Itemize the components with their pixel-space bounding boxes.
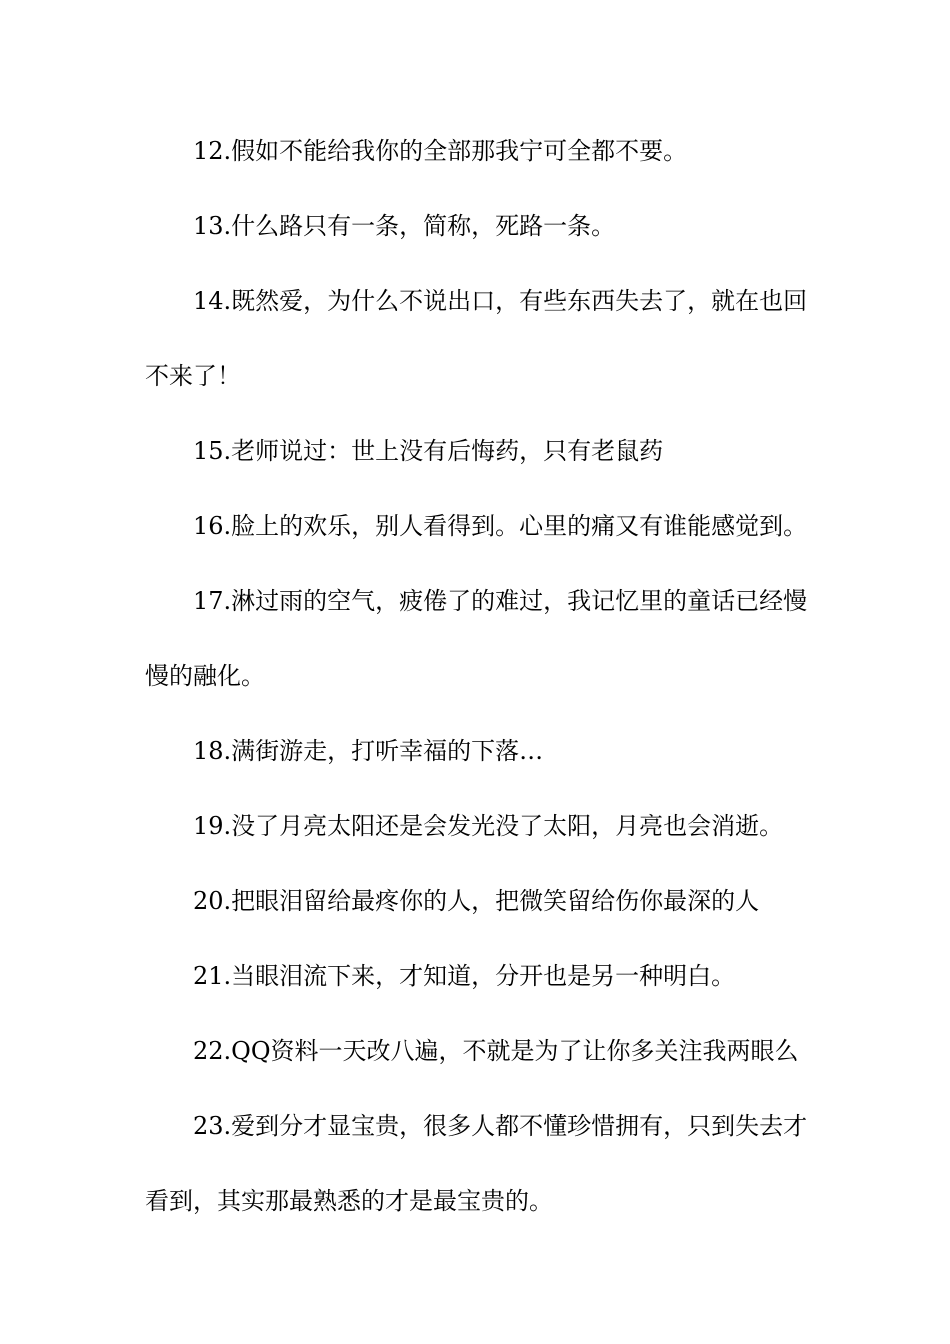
paragraph-12: 12.假如不能给我你的全部那我宁可全都不要。	[193, 137, 688, 165]
paragraph-16: 16.脸上的欢乐，别人看得到。心里的痛又有谁能感觉到。	[193, 512, 808, 540]
paragraph-15: 15.老师说过：世上没有后悔药，只有老鼠药	[193, 437, 664, 465]
paragraph-17: 17.淋过雨的空气，疲倦了的难过，我记忆里的童话已经慢慢的融化。	[145, 587, 808, 690]
paragraph-14: 14.既然爱，为什么不说出口，有些东西失去了，就在也回不来了！	[145, 287, 808, 390]
paragraph-22: 22.QQ资料一天改八遍，不就是为了让你多关注我两眼么	[193, 1037, 799, 1065]
paragraph-13: 13.什么路只有一条，简称，死路一条。	[193, 212, 616, 240]
paragraph-20: 20.把眼泪留给最疼你的人，把微笑留给伤你最深的人	[193, 887, 760, 915]
paragraph-18: 18.满街游走，打听幸福的下落…	[193, 737, 544, 765]
paragraph-23: 23.爱到分才显宝贵，很多人都不懂珍惜拥有，只到失去才看到，其实那最熟悉的才是最宝贵的。	[145, 1112, 808, 1215]
paragraph-19: 19.没了月亮太阳还是会发光没了太阳，月亮也会消逝。	[193, 812, 784, 840]
paragraph-21: 21.当眼泪流下来，才知道，分开也是另一种明白。	[193, 962, 736, 990]
